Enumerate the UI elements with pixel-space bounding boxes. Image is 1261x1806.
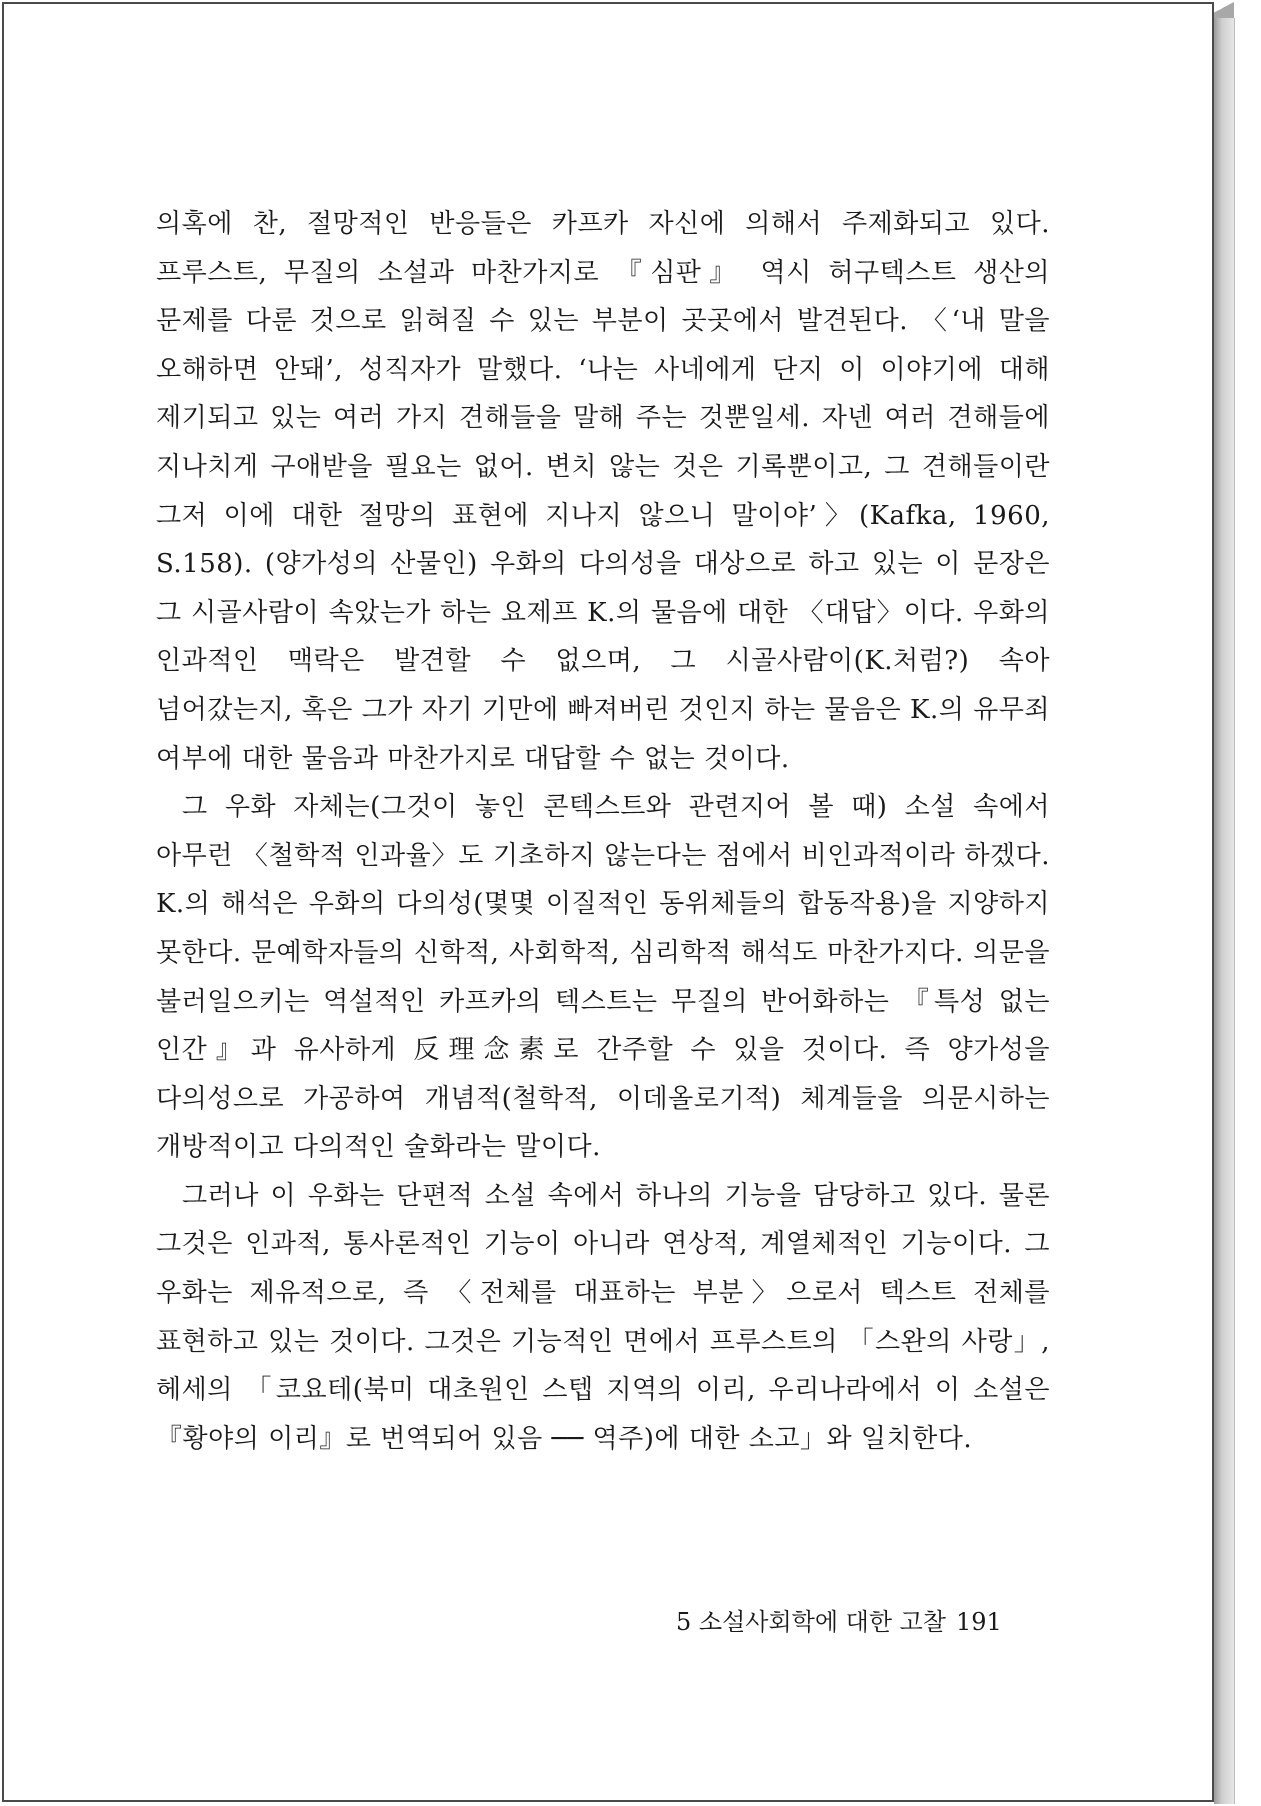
body-text — [156, 200, 1050, 1463]
page-footer — [676, 1604, 1036, 1640]
paragraph-1: 의혹에 찬, 절망적인 반응들은 카프카 자신에 의해서 주제화되고 있다. 프루스트, 무질의 소설과 마찬가지로 『심판』 역시 허구텍스트 생산의 문제를 다룬 것으로 읽혀질 수 있는 부분이 곳곳에서 발견된다. 〈‘내 말을 오해하면 안돼’, 성직자가 말했다. ‘나는 사네에게 단지 이 이야기에 대해 제기되고 있는 여러 가지 견해들을 말해 주는 것뿐일세. 자넨 여러 견해들에 지나치게 구애받을 필요는 없어. 변치 않는 것은 기록뿐이고, 그 견해들이란 그저 이에 대한 절망의 표현에 지나지 않으니 말이야’〉(Kafka, 1960, S.158). (양가성의 산물인) 우화의 다의성을 대상으로 하고 있는 이 문장은 그 시골사람이 속았는가 하는 요제프 K.의 물음에 대한 〈대답〉이다. 우화의 인과적인 맥락은 발견할 수 없으며, 그 시골사람이(K.처럼?) 속아 넘어갔는지, 혹은 그가 자기 기만에 빠져버린 것인지 하는 물음은 K.의 유무죄 여부에 대한 물음과 마찬가지로 대답할 수 없는 것이다. — [156, 209, 1050, 774]
running-head: 5 소설사회학에 대한 고찰 — [676, 1608, 946, 1636]
paragraph-3: 그러나 이 우화는 단편적 소설 속에서 하나의 기능을 담당하고 있다. 물론 그것은 인과적, 통사론적인 기능이 아니라 연상적, 계열체적인 기능이다. 그 우화는 제유적으로, 즉 〈전체를 대표하는 부분〉으로서 텍스트 전체를 표현하고 있는 것이다. 그것은 기능적인 면에서 프루스트의 「스완의 사랑」, 헤세의 「코요테(북미 대초원인 스텝 지역의 이리, 우리나라에서 이 소설은 『황야의 이리』로 번역되어 있음 ── 역주)에 대한 소고」와 일치한다. — [156, 1180, 1050, 1454]
paragraph-2: 그 우화 자체는(그것이 놓인 콘텍스트와 관련지어 볼 때) 소설 속에서 아무런 〈철학적 인과율〉도 기초하지 않는다는 점에서 비인과적이라 하겠다. K.의 해석은 우화의 다의성(몇몇 이질적인 동위체들의 합동작용)을 지양하지 못한다. 문예학자들의 신학적, 사회학적, 심리학적 해석도 마찬가지다. 의문을 불러일으키는 역설적인 카프카의 텍스트는 무질의 반어화하는 『특성 없는 인간』과 유사하게 反理念素로 간주할 수 있을 것이다. 즉 양가성을 다의성으로 가공하여 개념적(철학적, 이데올로기적) 체계들을 의문시하는 개방적이고 다의적인 술화라는 말이다. — [156, 792, 1050, 1163]
page-edge-shadow — [1214, 18, 1235, 1804]
page-number: 191 — [956, 1608, 1002, 1636]
